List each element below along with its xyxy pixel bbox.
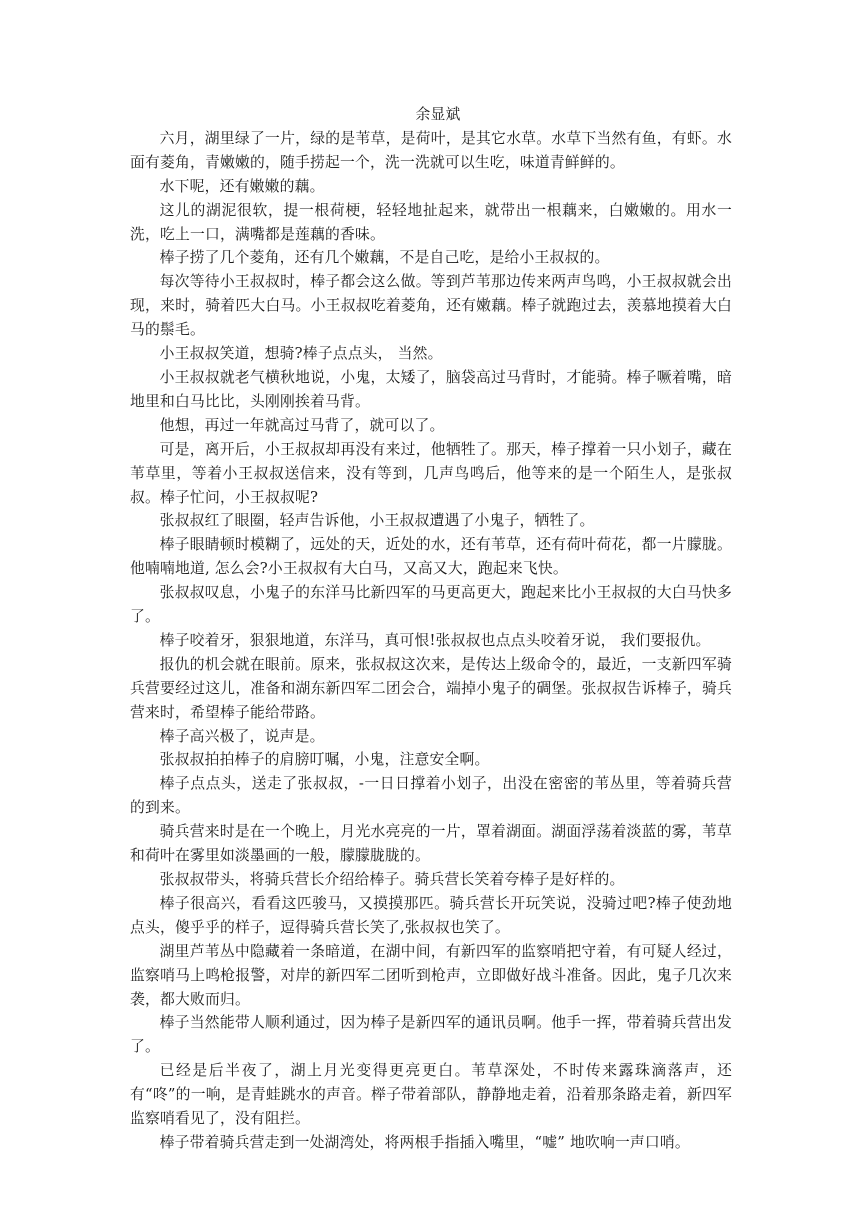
paragraph: 棒子捞了几个菱角，还有几个嫩藕，不是自己吃，是给小王叔叔的。 — [159, 249, 610, 267]
paragraph: 每次等待小王叔叔时，棒子都会这么做。等到芦苇那边传来两声鸟鸣，小王叔叔就会出现，来时，骑着匹大白马。小王叔叔吃着菱角，还有嫩藕。棒子就跑过去，羡慕地摸着大白马的鬃毛。 — [130, 273, 732, 339]
paragraph: 小王叔叔笑道，想骑?棒子点点头， 当然。 — [159, 345, 443, 363]
paragraph: 可是，离开后，小王叔叔却再没有来过，他牺牲了。那天，棒子撑着一只小划子，藏在苇草里，等着小王叔叔送信来，没有等到，几声鸟鸣后，他等来的是一个陌生人，是张叔叔。棒子忙问，小王叔叔呢? — [130, 440, 732, 506]
paragraph: 张叔叔红了眼圈，轻声告诉他，小王叔叔遭遇了小鬼子，牺牲了。 — [159, 512, 595, 530]
paragraph: 水下呢，还有嫩嫩的藕。 — [159, 177, 325, 195]
paragraph: 棒子很高兴，看看这匹骏马，又摸摸那匹。骑兵营长开玩笑说，没骑过吧?棒子使劲地点头，傻乎乎的样子，逗得骑兵营长笑了,张叔叔也笑了。 — [130, 894, 732, 936]
paragraph: 这儿的湖泥很软，提一根荷梗，轻轻地扯起来，就带出一根藕来，白嫩嫩的。用水一洗，吃上一口，满嘴都是莲藕的香味。 — [130, 201, 732, 243]
paragraph: 已经是后半夜了，湖上月光变得更亮更白。苇草深处，不时传来露珠滴落声，还有“咚”的一响，是青蛙跳水的声音。榉子带着部队，静静地走着，沿着那条路走着，新四军监察哨看见了，没有阻拦。 — [130, 1062, 732, 1128]
paragraph: 张叔叔拍拍棒子的肩膀叮嘱，小鬼，注意安全啊。 — [159, 751, 490, 769]
paragraph: 张叔叔叹息，小鬼子的东洋马比新四军的马更高更大，跑起来比小王叔叔的大白马快多了。 — [130, 584, 732, 626]
author-name: 余显斌 — [415, 106, 461, 123]
paragraph: 小王叔叔就老气横秋地说，小鬼，太矮了，脑袋高过马背时，才能骑。棒子噘着嘴，暗地里和白马比比，头刚刚挨着马背。 — [130, 368, 732, 410]
paragraph: 棒子咬着牙，狠狠地道，东洋马，真可恨!张叔叔也点点头咬着牙说， 我们要报仇。 — [159, 631, 711, 649]
document-body — [130, 103, 732, 1155]
paragraph: 棒子当然能带人顺利通过，因为棒子是新四军的通讯员啊。他手一挥，带着骑兵营出发了。 — [130, 1014, 732, 1056]
paragraph: 棒子高兴极了，说声是。 — [159, 727, 325, 745]
paragraph: 报仇的机会就在眼前。原来，张叔叔这次来，是传达上级命令的，最近，一支新四军骑兵营要经过这儿，准备和湖东新四军二团会合，端掉小鬼子的碉堡。张叔叔告诉棒子，骑兵营来时，希望棒子能给带路。 — [130, 655, 732, 721]
paragraph: 棒子点点头，送走了张叔叔，-一日日撑着小划子，出没在密密的苇丛里，等着骑兵营的到来。 — [130, 775, 732, 817]
paragraph: 骑兵营来时是在一个晚上，月光水亮亮的一片，罩着湖面。湖面浮荡着淡蓝的雾，苇草和荷叶在雾里如淡墨画的一般，朦朦胧胧的。 — [130, 823, 732, 865]
paragraph: 棒子眼睛顿时模糊了，远处的天，近处的水，还有苇草，还有荷叶荷花，都一片朦胧。他喃喃地道, 怎么会?小王叔叔有大白马，又高又大，跑起来飞快。 — [130, 536, 732, 578]
paragraph: 棒子带着骑兵营走到一处湖湾处，将两根手指插入嘴里，“嘘” 地吹响一声口哨。 — [159, 1133, 690, 1151]
paragraph: 六月，湖里绿了一片，绿的是苇草，是荷叶，是其它水草。水草下当然有鱼，有虾。水面有菱角，青嫩嫩的，随手捞起一个，洗一洗就可以生吃，味道青鲜鲜的。 — [130, 129, 732, 171]
paragraph: 张叔叔带头，将骑兵营长介绍给棒子。骑兵营长笑着夸棒子是好样的。 — [159, 871, 625, 888]
paragraph: 湖里芦苇丛中隐藏着一条暗道，在湖中间，有新四军的监察哨把守着，有可疑人经过，监察哨马上鸣枪报警，对岸的新四军二团听到枪声，立即做好战斗准备。因此，鬼子几次来袭，都大败而归。 — [130, 942, 732, 1008]
paragraph: 他想，再过一年就高过马背了，就可以了。 — [159, 416, 445, 434]
